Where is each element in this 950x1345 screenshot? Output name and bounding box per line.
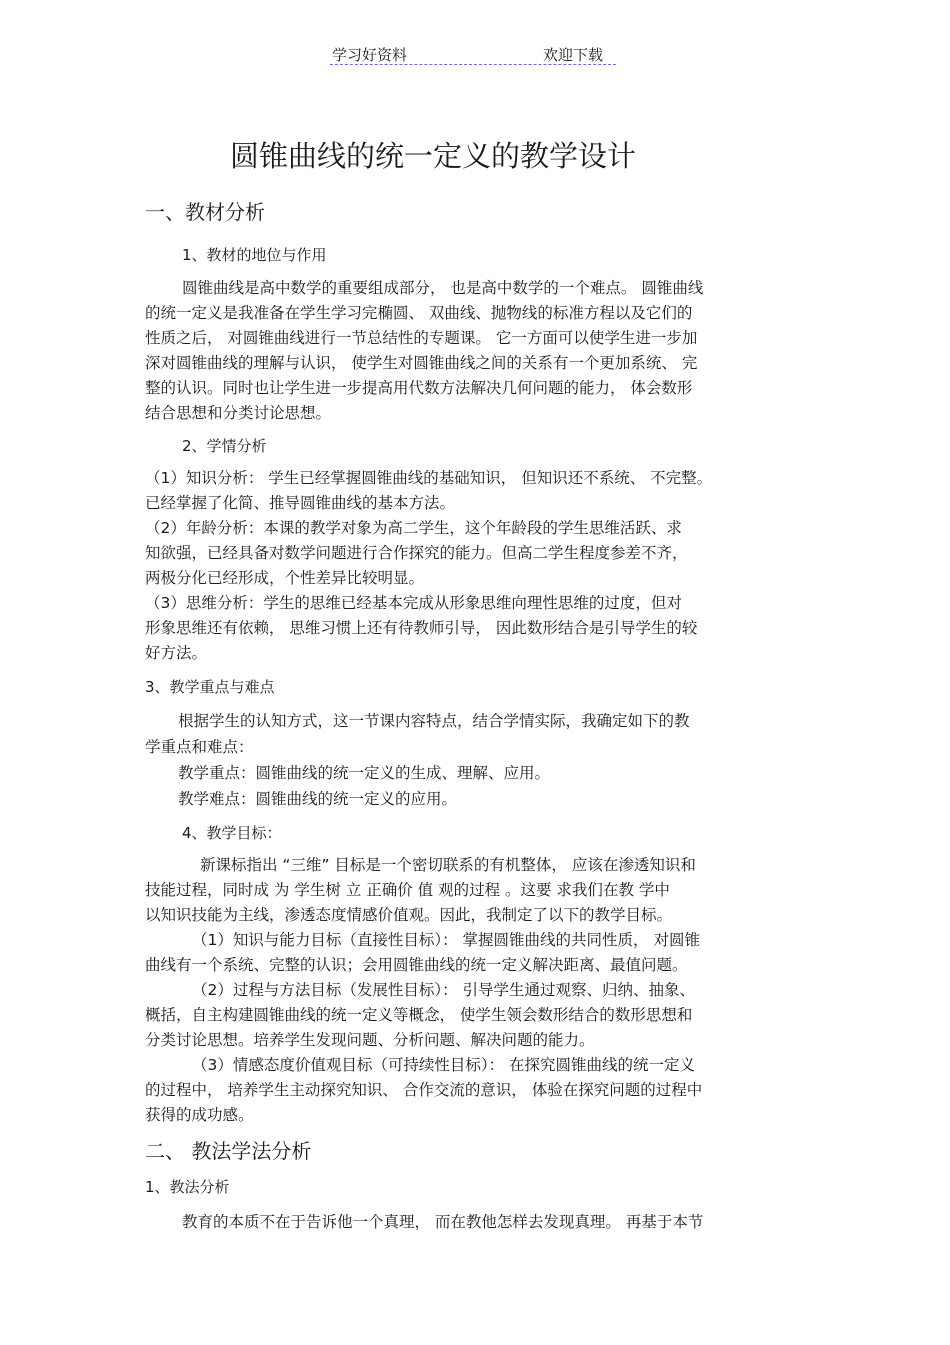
section-heading: 二、 教法学法分析 xyxy=(145,1139,312,1163)
paragraph-line: 已经掌握了化简、推导圆锥曲线的基本方法。 xyxy=(145,494,456,512)
paragraph-line: （3）情感态度价值观目标（可持续性目标）： 在探究圆锥曲线的统一定义 xyxy=(192,1056,696,1074)
subsection-heading: 4、教学目标： xyxy=(182,824,282,842)
paragraph-line: 教学难点：圆锥曲线的统一定义的应用。 xyxy=(178,790,458,808)
paragraph-line: 性质之后， 对圆锥曲线进行一节总结性的专题课。 它一方面可以使学生进一步加 xyxy=(145,329,698,347)
paragraph-line: 分类讨论思想。培养学生发现问题、分析问题、解决问题的能力。 xyxy=(145,1031,595,1049)
paragraph-line: （2）年龄分析：本课的教学对象为高二学生，这个年龄段的学生思维活跃、求 xyxy=(145,519,682,537)
paragraph-line: （1）知识分析： 学生已经掌握圆锥曲线的基础知识， 但知识还不系统、 不完整。 xyxy=(145,469,713,487)
paragraph-line: 根据学生的认知方式，这一节课内容特点，结合学情实际，我确定如下的教 xyxy=(178,712,690,730)
paragraph-line: 以知识技能为主线，渗透态度情感价值观。因此，我制定了以下的教学目标。 xyxy=(145,906,673,924)
paragraph-line: 新课标指出 “三维” 目标是一个密切联系的有机整体， 应该在渗透知识和 xyxy=(200,856,696,874)
paragraph-line: 好方法。 xyxy=(145,644,208,662)
paragraph-line: 形象思维还有依赖， 思维习惯上还有待教师引导， 因此数形结合是引导学生的较 xyxy=(145,619,698,637)
subsection-heading: 2、学情分析 xyxy=(182,437,267,455)
header-divider xyxy=(330,64,616,65)
paragraph-line: 结合思想和分类讨论思想。 xyxy=(145,404,332,422)
header-left: 学习好资料 xyxy=(332,46,408,64)
subsection-heading: 1、教材的地位与作用 xyxy=(182,246,327,264)
header-right: 欢迎下载 xyxy=(543,46,604,64)
paragraph-line: 概括，自主构建圆锥曲线的统一定义等概念， 使学生领会数形结合的数形思想和 xyxy=(145,1006,693,1024)
paragraph-line: （2）过程与方法目标（发展性目标）： 引导学生通过观察、归纳、抽象、 xyxy=(192,981,696,999)
paragraph-line: 技能过程，同时成 为 学生树 立 正确价 值 观的过程 。这要 求我们在教 学中 xyxy=(145,881,670,899)
subsection-heading: 1、教法分析 xyxy=(145,1178,230,1196)
paragraph-line: （1）知识与能力目标（直接性目标）： 掌握圆锥曲线的共同性质， 对圆锥 xyxy=(192,931,700,949)
paragraph-line: 教育的本质不在于告诉他一个真理， 而在教他怎样去发现真理。 再基于本节 xyxy=(182,1213,704,1231)
section-heading: 一、教材分析 xyxy=(145,200,265,224)
paragraph-line: 深对圆锥曲线的理解与认识， 使学生对圆锥曲线之间的关系有一个更加系统、 完 xyxy=(145,354,698,372)
paragraph-line: （3）思维分析：学生的思维已经基本完成从形象思维向理性思维的过度，但对 xyxy=(145,594,682,612)
paragraph-line: 学重点和难点： xyxy=(145,738,254,756)
page-title: 圆锥曲线的统一定义的教学设计 xyxy=(230,139,637,173)
paragraph-line: 圆锥曲线是高中数学的重要组成部分， 也是高中数学的一个难点。 圆锥曲线 xyxy=(182,279,704,297)
paragraph-line: 的统一定义是我准备在学生学习完椭圆、 双曲线、抛物线的标准方程以及它们的 xyxy=(145,304,693,322)
paragraph-line: 曲线有一个系统、完整的认识；会用圆锥曲线的统一定义解决距离、最值问题。 xyxy=(145,956,688,974)
paragraph-line: 获得的成功感。 xyxy=(145,1106,254,1124)
paragraph-line: 两极分化已经形成，个性差异比较明显。 xyxy=(145,569,425,587)
paragraph-line: 整的认识。同时也让学生进一步提高用代数方法解决几何问题的能力， 体会数形 xyxy=(145,379,693,397)
paragraph-line: 知欲强，已经具备对数学问题进行合作探究的能力。但高二学生程度参差不齐， xyxy=(145,544,688,562)
paragraph-line: 的过程中， 培养学生主动探究知识、 合作交流的意识， 体验在探究问题的过程中 xyxy=(145,1081,703,1099)
subsection-heading: 3、教学重点与难点 xyxy=(145,678,275,696)
paragraph-line: 教学重点：圆锥曲线的统一定义的生成、理解、应用。 xyxy=(178,764,551,782)
